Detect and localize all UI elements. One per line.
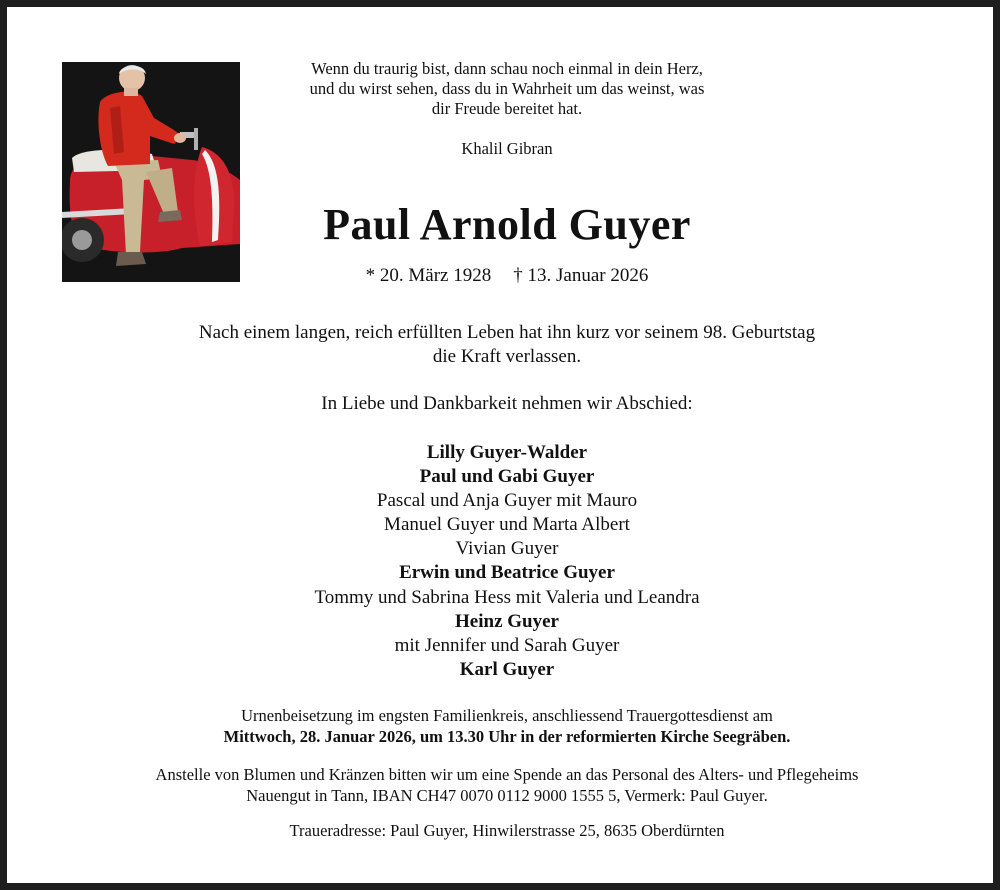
message-line: Nach einem langen, reich erfüllten Leben hat ihn kurz vor seinem 98. Geburtstag <box>198 322 816 343</box>
mourner-entry: Lilly Guyer-Walder <box>426 442 588 463</box>
mourner-entry: Pascal und Anja Guyer mit Mauro <box>376 490 638 512</box>
quote-line: und du wirst sehen, dass du in Wahrheit um das weinst, was <box>309 79 705 98</box>
service-date-line: Mittwoch, 28. Januar 2026, um 13.30 Uhr in der reformierten Kirche Seegräben. <box>223 727 791 746</box>
donation-line: Anstelle von Blumen und Kränzen bitten wir um eine Spende an das Personal des Alters- und Pflegeheims <box>155 765 859 784</box>
deceased-name: Paul Arnold Guyer <box>323 200 691 249</box>
mourner-entry: Karl Guyer <box>459 658 555 680</box>
mourner-entry: Vivian Guyer <box>455 538 559 560</box>
mourner-entry: Paul und Gabi Guyer <box>419 466 595 488</box>
donation-request <box>47 764 967 806</box>
mourners-list <box>107 441 907 682</box>
quote-author: Khalil Gibran <box>461 139 553 158</box>
donation-line: Nauengut in Tann, IBAN CH47 0070 0112 9000 1555 5, Vermerk: Paul Guyer. <box>246 786 768 805</box>
funeral-service-info <box>67 705 947 747</box>
message-line: die Kraft verlassen. <box>432 346 582 367</box>
mourner-entry: Tommy und Sabrina Hess mit Valeria und Leandra <box>314 586 700 608</box>
quote-text <box>247 59 767 119</box>
mourning-address: Traueradresse: Paul Guyer, Hinwilerstrasse 25, 8635 Oberdürnten <box>289 821 725 840</box>
farewell-intro: In Liebe und Dankbarkeit nehmen wir Abschied: <box>321 393 693 414</box>
mourner-entry: mit Jennifer und Sarah Guyer <box>394 634 620 656</box>
quote-line: Wenn du traurig bist, dann schau noch einmal in dein Herz, <box>311 59 703 78</box>
mourner-entry: Heinz Guyer <box>455 610 559 632</box>
death-date: † 13. Januar 2026 <box>513 265 649 286</box>
mourner-entry: Erwin und Beatrice Guyer <box>399 562 615 584</box>
birth-date: * 20. März 1928 <box>365 265 492 286</box>
life-dates <box>207 265 807 287</box>
farewell-message <box>107 321 907 369</box>
service-line: Urnenbeisetzung im engsten Familienkreis, anschliessend Trauergottesdienst am <box>241 706 773 725</box>
quote-line: dir Freude bereitet hat. <box>431 99 583 118</box>
mourner-entry: Manuel Guyer und Marta Albert <box>384 514 630 536</box>
